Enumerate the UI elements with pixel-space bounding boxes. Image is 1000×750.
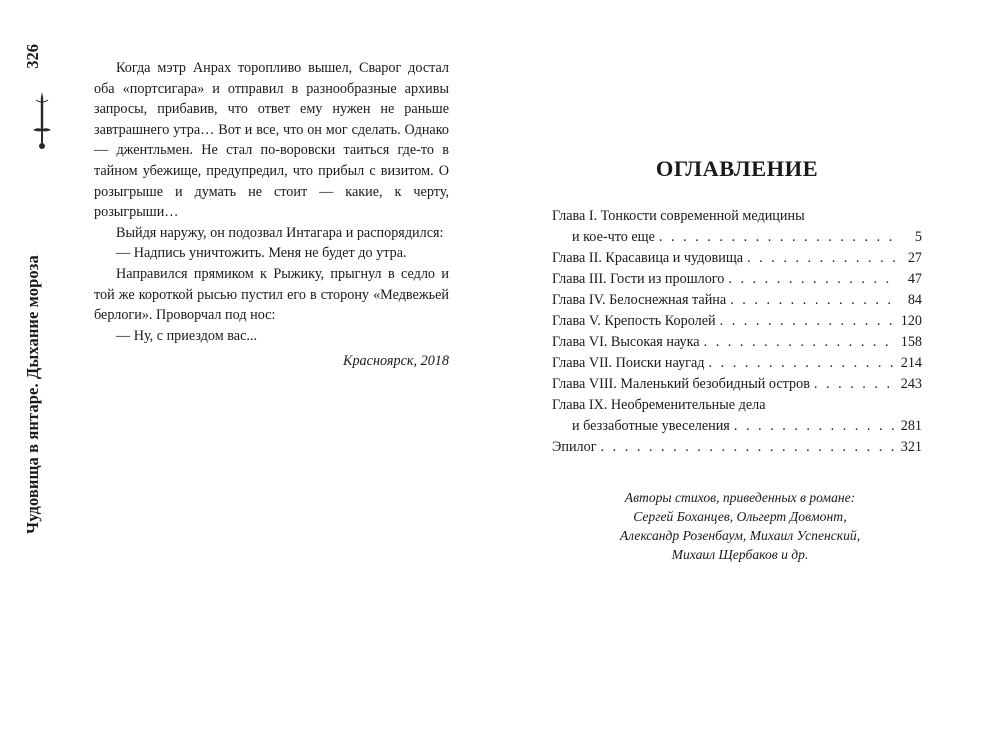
- toc-chapter-title: Глава II. Красавица и чудовища: [552, 250, 744, 266]
- toc-page-number: 27: [907, 250, 922, 266]
- toc-dot-leader: [709, 353, 897, 374]
- toc-chapter-title: Эпилог: [552, 439, 597, 455]
- toc-page-number: 158: [900, 334, 922, 350]
- paragraph: — Надпись уничтожить. Меня не будет до утра.: [116, 245, 407, 262]
- toc-chapter-title: Глава IV. Белоснежная тайна: [552, 292, 727, 308]
- toc-chapter-title: Глава III. Гости из прошлого: [552, 271, 725, 287]
- toc-page-number: 120: [900, 313, 922, 329]
- poem-credits: [600, 488, 880, 564]
- toc-page-number: 243: [900, 376, 922, 392]
- toc-page-number: 47: [907, 271, 922, 287]
- credits-line: Александр Розенбаум, Михаил Успенский,: [619, 528, 861, 543]
- toc-dot-leader: [659, 227, 898, 248]
- toc-entry: [552, 332, 922, 353]
- toc-entry: [552, 248, 922, 269]
- paragraph: Когда мэтр Анрах торопливо вышел, Сварог достал оба «портсигара» и отправил в разнообразные архивы запросы, прибавив, что ответ ему нужен не раньше завтрашнего утра… Вот и все, что он мог сделать. Однако — джентльмен. Не стал по-воровски таиться где-то в тайном убежище, предупредил, что прибыл с визитом. О розыгрыше и думать не стоит — какие, к черту, розыгрыши…: [94, 60, 449, 221]
- paragraph: Выйдя наружу, он подозвал Интагара и распорядился:: [116, 224, 444, 241]
- toc-dot-leader: [814, 374, 897, 395]
- credits-line: Михаил Щербаков и др.: [671, 547, 809, 562]
- toc-entry: [552, 437, 922, 458]
- place-date-signoff: Красноярск, 2018: [343, 353, 449, 370]
- toc-dot-leader: [728, 269, 898, 290]
- toc-entry: [552, 395, 922, 416]
- credits-line: Сергей Боханцев, Ольгерт Довмонт,: [633, 509, 847, 524]
- toc-entry-continuation: [552, 227, 922, 248]
- toc-dot-leader: [720, 311, 897, 332]
- paragraph: Направился прямиком к Рыжику, прыгнул в седло и той же короткой рысью пустил его в сторону «Медвежьей берлоги». Проворчал под нос:: [94, 265, 449, 324]
- toc-chapter-title: и кое-что еще: [572, 229, 655, 245]
- toc-chapter-title: Глава VII. Поиски наугад: [552, 355, 705, 371]
- toc-title: ОГЛАВЛЕНИЕ: [655, 156, 819, 181]
- toc-entry-continuation: [552, 416, 922, 437]
- toc-page-number: 214: [900, 355, 922, 371]
- running-title: Чудовища в янтаре. Дыхание мороза: [23, 255, 42, 534]
- toc-page-number: 5: [914, 229, 922, 245]
- toc-dot-leader: [747, 248, 898, 269]
- toc-chapter-title: Глава V. Крепость Королей: [552, 313, 716, 329]
- toc-page-number: 321: [900, 439, 922, 455]
- paragraph: — Ну, с приездом вас...: [116, 327, 258, 344]
- toc-chapter-title: Глава IX. Необременительные дела: [552, 397, 766, 413]
- toc-chapter-title: и беззаботные увеселения: [572, 418, 730, 434]
- toc-page-number: 281: [900, 418, 922, 434]
- toc-dot-leader: [730, 290, 898, 311]
- credits-line: Авторы стихов, приведенных в романе:: [624, 490, 856, 505]
- toc-chapter-title: Глава I. Тонкости современной медицины: [552, 208, 805, 224]
- toc-entry: [552, 269, 922, 290]
- table-of-contents: [552, 150, 922, 458]
- toc-dot-leader: [734, 416, 897, 437]
- toc-list: [552, 206, 922, 458]
- toc-dot-leader: [704, 332, 897, 353]
- left-page-text: [94, 58, 449, 372]
- toc-entry: [552, 353, 922, 374]
- page-number: 326: [23, 44, 42, 69]
- toc-page-number: 84: [907, 292, 922, 308]
- toc-entry: [552, 290, 922, 311]
- toc-dot-leader: [601, 437, 897, 458]
- toc-entry: [552, 206, 922, 227]
- toc-chapter-title: Глава VIII. Маленький безобидный остров: [552, 376, 810, 392]
- toc-entry: [552, 374, 922, 395]
- toc-entry: [552, 311, 922, 332]
- sword-ornament-icon: [30, 90, 54, 152]
- toc-chapter-title: Глава VI. Высокая наука: [552, 334, 700, 350]
